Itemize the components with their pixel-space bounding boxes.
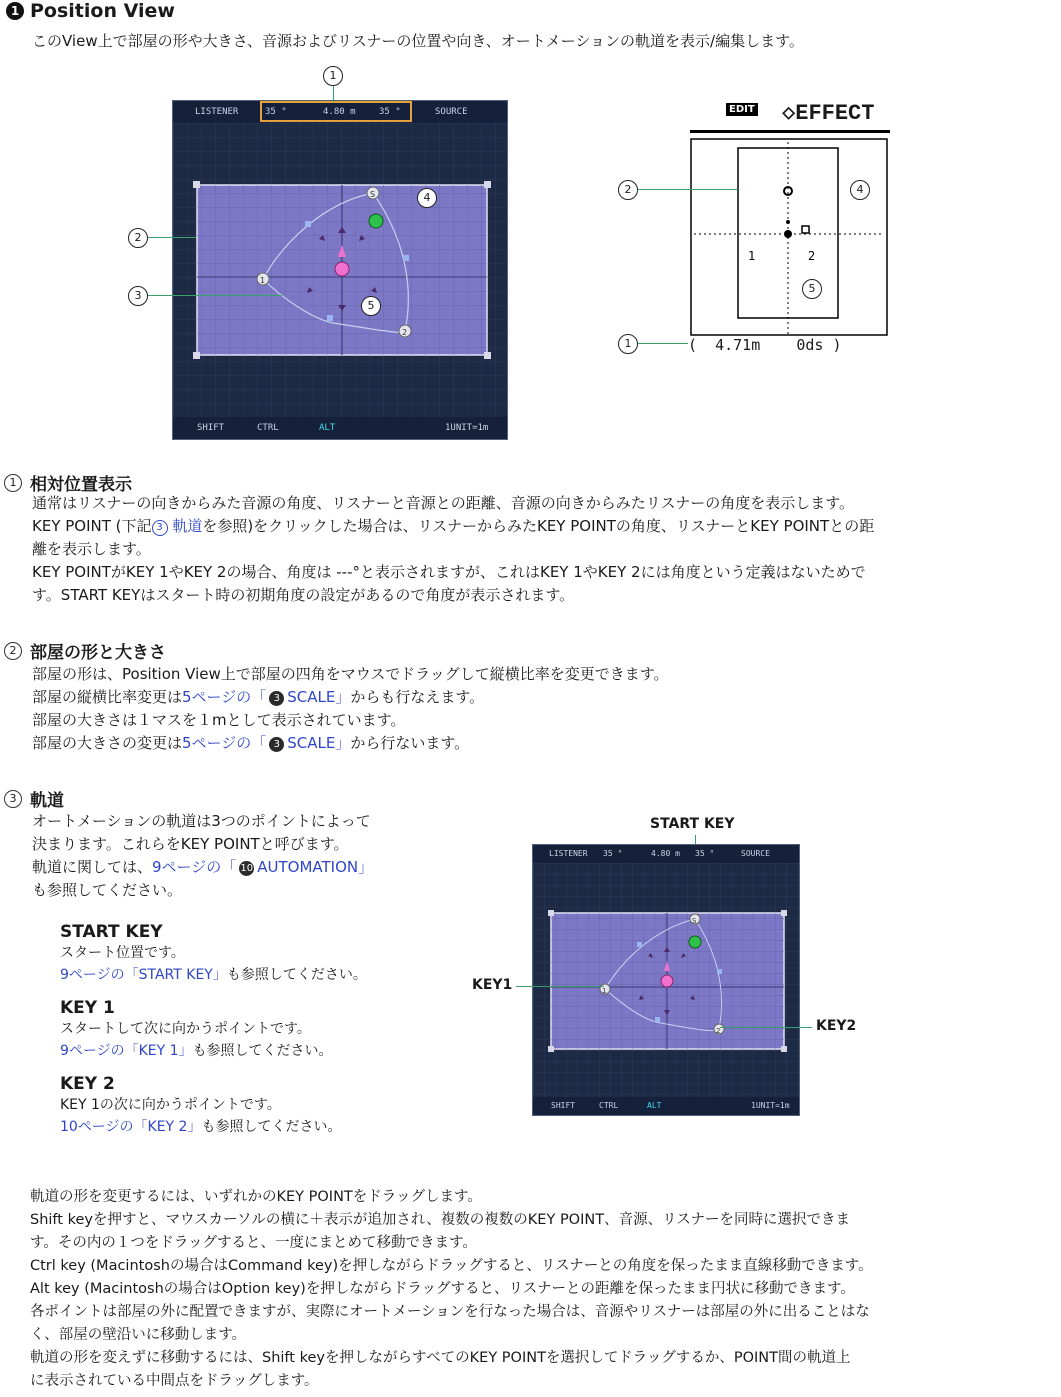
angle2-readout: 35 ° xyxy=(379,107,401,117)
item1-body xyxy=(32,492,1057,607)
closing-line-8: に表示されている中間点をドラッグします。 xyxy=(30,1373,319,1389)
closing-line-5: 各ポイントは部屋の外に配置できますが、実際にオートメーションを行なった場合は、音源やリスナーは部屋の外に出ることはな xyxy=(30,1304,870,1320)
item2-line2: 部屋の縦横比率変更は5ページの「 3 SCALE」からも行なえます。 xyxy=(32,688,485,706)
item2-title: 部屋の形と大きさ xyxy=(30,643,166,663)
svg-text:1: 1 xyxy=(602,987,607,995)
item3-line2: 決まります。これらをKEY POINTと呼びます。 xyxy=(32,835,349,853)
closing-line-2: す。その内の１つをドラッグすると、一度にまとめて移動できます。 xyxy=(30,1235,477,1251)
key1-title: KEY 1 xyxy=(60,998,115,1018)
svg-text:2: 2 xyxy=(716,1027,721,1035)
key-definitions xyxy=(60,922,460,1138)
item3-title: 軌道 xyxy=(30,791,64,811)
closing-line-0: 軌道の形を変更するには、いずれかのKEY POINTをドラッグします。 xyxy=(30,1189,482,1205)
key1-marker: 1 xyxy=(260,276,266,285)
lcd-label-2: 2 xyxy=(808,249,816,263)
fig-key1-line xyxy=(516,986,604,987)
lcd-effect-title: ◇EFFECT xyxy=(782,101,875,126)
item2-link-scale-b[interactable]: 5ページの「 3 SCALE」 xyxy=(182,734,351,752)
item1-number: 1 xyxy=(4,474,22,492)
item2-line4: 部屋の大きさの変更は5ページの「 3 SCALE」から行ないます。 xyxy=(32,734,470,752)
section-heading xyxy=(6,0,175,22)
closing-text xyxy=(30,1186,1060,1393)
lcd-header xyxy=(690,100,890,133)
keypoint-grid[interactable] xyxy=(533,863,799,1097)
shift-indicator: SHIFT xyxy=(197,423,225,433)
callout-1: 1 xyxy=(323,66,343,86)
item2-heading xyxy=(4,638,166,663)
start-key-marker: S xyxy=(370,190,376,199)
section-intro: このView上で部屋の形や大きさ、音源およびリスナーの位置や向き、オートメーションの軌道を表示/編集します。 xyxy=(32,32,804,50)
svg-text:S: S xyxy=(692,917,697,925)
kp-bottom-bar: SHIFT CTRL ALT 1UNIT=1m xyxy=(533,1097,799,1115)
item3-line4: も参照してください。 xyxy=(32,881,183,899)
item1-line1: 通常はリスナーの向きからみた音源の角度、リスナーと音源との距離、音源の向きからみたリスナーの角度を表示します。 xyxy=(32,494,855,512)
lcd-callout-2-line xyxy=(638,189,738,190)
item2-link-scale-a[interactable]: 5ページの「 3 SCALE」 xyxy=(182,688,351,706)
closing-line-4: Alt key (Macintoshの場合はOption key)を押しながらドラッグすると、リスナーとの距離を保ったまま円状に移動できます。 xyxy=(30,1281,855,1297)
callout-3: 3 xyxy=(128,286,148,306)
item1-line5: す。START KEYはスタート時の初期角度の設定があるので角度が表示されます。 xyxy=(32,586,575,604)
key1-link[interactable]: 9ページの「KEY 1」 xyxy=(60,1043,193,1059)
callout-5: 5 xyxy=(361,296,381,316)
item3-heading xyxy=(4,786,64,811)
callout-2-line xyxy=(148,237,196,238)
item1-line2: KEY POINT (下記 3 軌道を参照)をクリックした場合は、リスナーからみたKEY POINTの角度、リスナーとKEY POINTとの距 xyxy=(32,517,875,535)
lcd-callout-5: 5 xyxy=(802,279,822,299)
closing-line-3: Ctrl key (Macintoshの場合はCommand key)を押しながらドラッグすると、リスナーとの角度を保ったまま直線移動できます。 xyxy=(30,1258,873,1274)
start-key-desc: スタート位置です。 xyxy=(60,945,185,961)
item1-title: 相対位置表示 xyxy=(30,475,132,495)
fig-key2-line xyxy=(720,1027,812,1028)
item3-number: 3 xyxy=(4,790,22,808)
lcd-callout-1-line xyxy=(638,343,688,344)
item1-line3: 離を表示します。 xyxy=(32,540,151,558)
start-key-link[interactable]: 9ページの「START KEY」 xyxy=(60,967,227,983)
listener-marker xyxy=(369,214,383,228)
item3-line3: 軌道に関しては、9ページの「 10 AUTOMATION」 xyxy=(32,858,374,876)
section-bullet: 1 xyxy=(6,2,24,20)
key2-title: KEY 2 xyxy=(60,1074,115,1094)
callout-1-line xyxy=(333,86,334,102)
item1-link-trajectory[interactable]: 軌道 xyxy=(172,517,203,535)
item2-line3: 部屋の大きさは１マスを１mとして表示されています。 xyxy=(32,711,406,729)
distance-readout: 4.80 m xyxy=(323,107,356,117)
lcd-edit-tab[interactable]: EDIT xyxy=(726,103,758,116)
item2-line1: 部屋の形は、Position View上で部屋の四角をマウスでドラッグして縦横比率を変更できます。 xyxy=(32,665,669,683)
source-marker xyxy=(335,262,349,276)
lcd-callout-1: 1 xyxy=(618,334,638,354)
listener-label[interactable]: LISTENER xyxy=(195,107,239,117)
kp-top-bar: LISTENER 35 ° 4.80 m 35 ° SOURCE xyxy=(533,845,799,863)
fig-start-key-label: START KEY xyxy=(650,816,735,832)
item1-ref-circle: 3 xyxy=(152,520,168,536)
ctrl-indicator: CTRL xyxy=(257,423,279,433)
key1-ref: 9ページの「KEY 1」も参照してください。 xyxy=(60,1043,333,1059)
position-view-panel xyxy=(172,100,508,440)
alt-indicator: ALT xyxy=(319,423,336,433)
start-key-title: START KEY xyxy=(60,922,163,942)
key1-desc: スタートして次に向かうポイントです。 xyxy=(60,1021,311,1037)
key2-desc: KEY 1の次に向かうポイントです。 xyxy=(60,1097,281,1113)
start-key-ref: 9ページの「START KEY」も参照してください。 xyxy=(60,967,367,983)
readout-highlight xyxy=(260,101,412,122)
angle1-readout: 35 ° xyxy=(265,107,287,117)
item3-line1: オートメーションの軌道は3つのポイントによって xyxy=(32,812,371,830)
callout-2: 2 xyxy=(128,228,148,248)
fig-key2-label: KEY2 xyxy=(816,1018,857,1034)
item3-body xyxy=(32,810,452,902)
item1-line4: KEY POINTがKEY 1やKEY 2の場合、角度は ---°と表示されますが、これはKEY 1やKEY 2には角度という定義はないためで xyxy=(32,563,866,581)
callout-3-line xyxy=(148,295,282,296)
lcd-callout-2: 2 xyxy=(618,180,638,200)
keypoint-panel xyxy=(532,844,800,1116)
lcd-readout: ( 4.71m 0ds ) xyxy=(688,336,842,354)
unit-label: 1UNIT=1m xyxy=(445,423,489,433)
key2-link[interactable]: 10ページの「KEY 2」 xyxy=(60,1119,202,1135)
key2-ref: 10ページの「KEY 2」も参照してください。 xyxy=(60,1119,342,1135)
lcd-label-1: 1 xyxy=(748,249,756,263)
closing-line-6: く、部屋の壁沿いに移動します。 xyxy=(30,1327,247,1343)
closing-line-1: Shift keyを押すと、マウスカーソルの横に＋表示が追加され、複数の複数のKEY POINT、音源、リスナーを同時に選択できま xyxy=(30,1212,850,1228)
position-grid[interactable] xyxy=(173,123,507,417)
lcd-callout-4: 4 xyxy=(850,180,870,200)
key2-marker: 2 xyxy=(402,328,408,337)
closing-line-7: 軌道の形を変えずに移動するには、Shift keyを押しながらすべてのKEY POINTを選択してドラッグするか、POINT間の軌道上 xyxy=(30,1350,851,1366)
lcd-room-display xyxy=(690,138,888,338)
callout-4: 4 xyxy=(417,188,437,208)
item2-number: 2 xyxy=(4,642,22,660)
item2-body xyxy=(32,663,1057,755)
item3-link-automation[interactable]: 9ページの「 10 AUTOMATION」 xyxy=(152,858,374,876)
panel-bottom-bar xyxy=(173,417,507,439)
fig-key1-label: KEY1 xyxy=(472,977,513,993)
source-label[interactable]: SOURCE xyxy=(435,107,468,117)
section-title: Position View xyxy=(30,0,175,22)
